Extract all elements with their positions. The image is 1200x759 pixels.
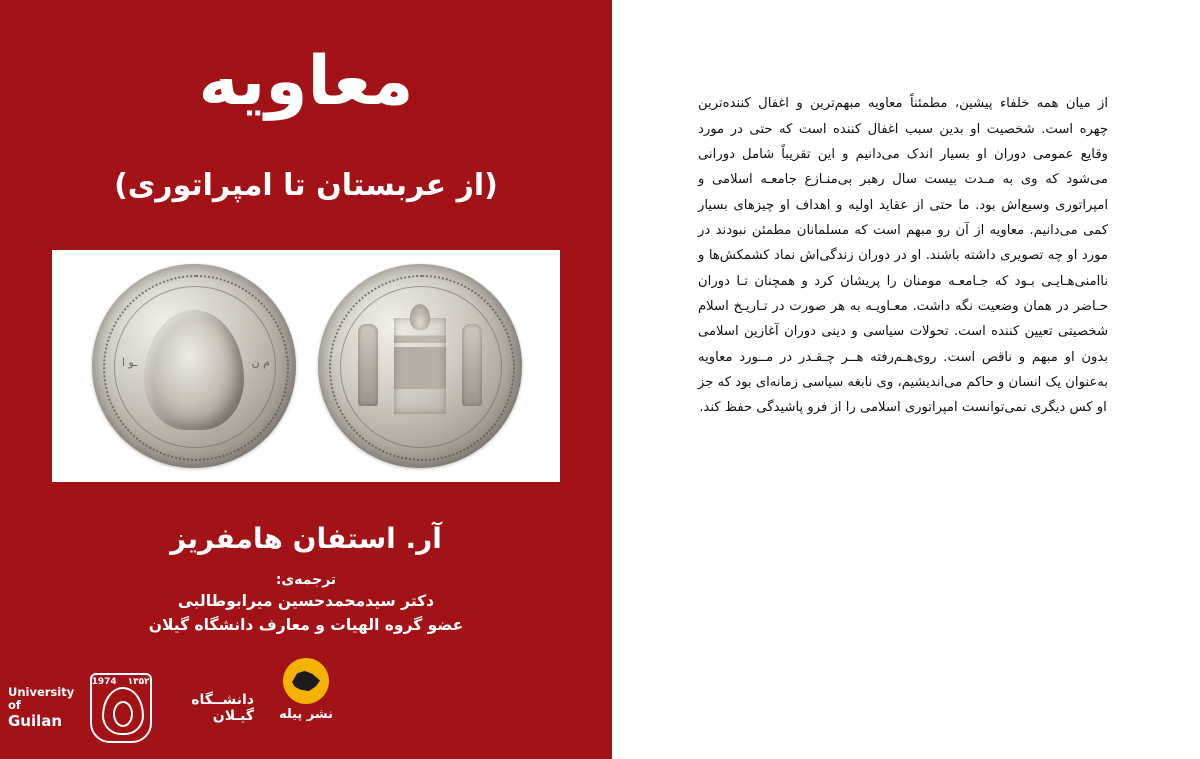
university-name-fa: دانشــگاه گیـلان [191, 692, 254, 724]
translator-name: دکتر سیدمحمدحسین میرابوطالبی [177, 592, 435, 610]
university-name-en-line1: University of [8, 685, 75, 713]
coin-fire-altar [394, 318, 446, 414]
publisher-emblem-icon [283, 658, 329, 704]
university-year-en: 1974 [91, 677, 117, 687]
university-emblem-icon [90, 673, 152, 743]
back-cover [612, 0, 1200, 759]
university-name-en [8, 686, 82, 730]
coin-legend-right: ﻡ ﻥ [251, 356, 270, 369]
publisher-logo [267, 658, 345, 722]
back-cover-blurb: از میان همه خلفاء پیشین، مطمئناً معاویه مبهم‌ترین و اغفال کننده‌ترین چهره است. شخصیت او بدین سبب اغفال کننده است که حتی در مورد وقایع عمومی دوران او بسیار اندک می‌دانیم و این تقریباً شامل دورانی می‌شود که وی به مـدت بیست سال رهبر بی‌منـازع جامعـه اسلامی و امپراتوری وسیع‌اش بود. ما حتی از عقاید اولیه و اهداف او چیزهای بسیار کمی می‌دانیم. معاویه از آن رو مبهم است که مسلمانان مطمئن نبودند در مورد او چه تصویری داشته باشند. او در دوران زندگی‌اش نماد کشمکش‌ها و ناامنی‌هـایـی بـود که جـامعـه مومنان را پریشان کرد و همچنان تـا دوران حـاضر در همان وضعیت نگه داشت. معـاویـه به هر صورت در تـاریـخ اسلام شخصیتی تعیین کننده است. تحولات سیاسی و دینی دوران آغازین اسلامی بدون او مبهم و ناقص است. روی‌هـم‌رفته هــر چـقـدر در مــورد معاویه به‌عنوان یک انسان و حاکم می‌اندیشیم، وی نابغه سیاسی زمانه‌ای بود که جز او کس دیگری نمی‌توانست امپراتوری اسلامی را از فرو پاشیدگی حفظ کند. [698, 96, 1108, 416]
coin-legend-left: ـﻮ ﺍ [122, 356, 138, 369]
publisher-logo-label: نشر پیله [278, 707, 334, 722]
university-block [8, 662, 258, 754]
coin-attendant-right [462, 324, 482, 406]
author-name: آر. استفان هامفریز [170, 522, 442, 555]
university-year-fa: ۱۳۵۲ [127, 677, 150, 687]
coin-attendant-left [358, 324, 378, 406]
translator-label: ترجمه‌ی: [275, 572, 337, 588]
book-title: معاویه [198, 42, 414, 121]
university-name-en-line2: Guilan [8, 711, 63, 730]
book-subtitle: (از عربستان تا امپراتوری) [114, 168, 498, 203]
translator-affiliation: عضو گروه الهیات و معارف دانشگاه گیلان [148, 616, 464, 634]
coin-obverse [92, 264, 296, 468]
cover-coin-image [52, 250, 560, 482]
coin-reverse [318, 264, 522, 468]
